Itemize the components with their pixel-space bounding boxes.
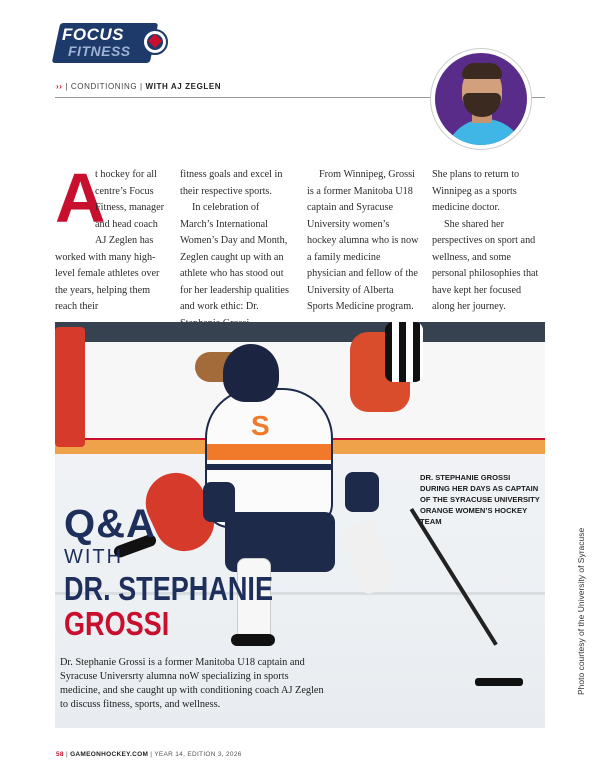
page-number: 58 xyxy=(56,751,64,758)
article-column-1 xyxy=(55,159,169,316)
qa-headline xyxy=(64,504,319,642)
qa-with: WITH xyxy=(64,546,124,568)
article-column-4 xyxy=(432,167,546,316)
hockey-photo xyxy=(55,322,545,728)
paragraph: t hockey for all centre’s Focus Fitness, manager and head coach AJ Zeglen has worked with many high-level female athletes over the years, helping them reach their xyxy=(55,169,165,312)
qa-name-line2: GROSSI xyxy=(64,605,170,642)
section-name: CONDITIONING xyxy=(70,82,138,91)
paragraph: From Winnipeg, Grossi is a former Manitoba U18 captain and Syracuse University women’s hockey alumna who is now a family medicine physician and fellow of the University of Alberta Sports Medicine program. xyxy=(307,169,419,312)
hockey-stick xyxy=(410,508,498,646)
opponent-player xyxy=(55,327,85,447)
section-label: ›› | CONDITIONING | WITH AJ ZEGLEN xyxy=(56,82,222,91)
jets-badge-icon xyxy=(142,29,168,55)
drop-cap: A xyxy=(55,159,106,237)
syracuse-logo-icon: S xyxy=(251,410,270,441)
qa-name-line1: DR. STEPHANIE xyxy=(64,570,273,607)
footer-site: GAMEONHOCKEY.COM xyxy=(70,751,149,758)
paragraph: In celebration of March’s International Women’s Day and Month, Zeglen caught up with an athlete who has stood out for her leadership qualities and work ethic: Dr. xyxy=(180,202,289,312)
article-column-3 xyxy=(307,167,421,316)
page-footer: 58 | GAMEONHOCKEY.COM | YEAR 14, EDITION 3, 2026 xyxy=(56,751,242,758)
article-column-2 xyxy=(180,167,294,332)
photo-caption: DR. STEPHANIE GROSSI DURING HER DAYS AS CAPTAIN OF THE SYRACUSE UNIVERSITY ORANGE WOMEN’S HOCKEY TEAM xyxy=(420,473,540,526)
player-helmet xyxy=(223,344,279,402)
logo-line2: FITNESS xyxy=(68,43,131,59)
photo-credit: Photo courtesy of the University of Syracuse xyxy=(576,527,586,695)
column-author: WITH AJ ZEGLEN xyxy=(145,82,222,91)
paragraph: She shared her perspectives on sport and wellness, and some personal philosophies that have kept her focused along her journey. xyxy=(432,218,539,312)
paragraph: fitness goals and excel in their respective sports. xyxy=(180,169,283,197)
logo-line1: FOCUS xyxy=(62,25,124,44)
footer-edition: YEAR 14, EDITION 3, 2026 xyxy=(154,751,242,758)
qa-intro: Dr. Stephanie Grossi is a former Manitoba U18 captain and Syracuse Universrty alumna noW specializing in sports medicine, and she caught up with conditioning coach AJ Zeglen to discuss fitness, sports, and wellness. xyxy=(60,657,324,710)
referee xyxy=(385,322,423,382)
author-avatar xyxy=(431,49,531,149)
double-chevron-icon: ›› xyxy=(56,82,63,91)
focus-fitness-logo xyxy=(56,23,168,63)
qa-title: Q&A xyxy=(64,502,156,546)
paragraph: She plans to return to Winnipeg as a sports medicine doctor. xyxy=(432,169,520,213)
